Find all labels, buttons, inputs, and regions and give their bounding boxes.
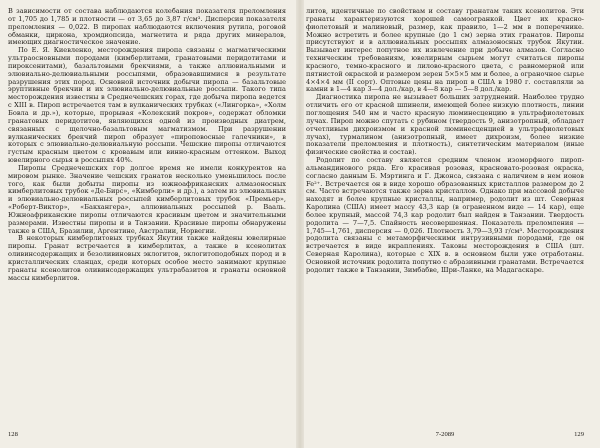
paragraph: Диагностика пиропа не вызывает больших затруднений. Наиболее трудно отличить его от красной шпинели, имеющей более низкую плотность, линии поглощения 540 нм и часто красную люминесценцию в ультрафиолетовых лучах. Пироп можно спутать с рубином (твердость 9, анизотропный, обладает отчетливым дихроизмом и красной люминесценцией в ультрафиолетовых лучах), турмалином (анизотропный, имеет дихроизм, более низкие показатели преломления и плотность), синтетическим материалом (иные физические свойства и состав). (306, 93, 584, 157)
left-page (8, 8, 286, 438)
left-footer (8, 428, 286, 438)
paragraph: В некоторых кимберлитовых трубках Якутии также найдены ювелирные пиропы. Гранат встречается в кимберлитах, а также в ксенолитах оливинсодержащих и безоливиновых эклогитов, эклогитоподобных пород и в кристаллических сланцах, среди которых особое место занимают крупные гранаты ксенолитов оливинсодержащих ультрабазитов и гранаты основной массы кимберлитов. (8, 234, 286, 282)
right-footer (306, 428, 584, 438)
paragraph: В зависимости от состава наблюдаются колебания показателя преломления от 1,705 до 1,785 и плотности — от 3,65 до 3,87 г/см³. Дисперсия показателя преломления — 0,022. В пиропах наблюдаются включения рутила, роговой обманки, циркона, хромдиопсида, магнетита и ряда других минералов, имеющих диагностическое значение. (8, 7, 286, 47)
paragraph: По Е. Я. Киевленко, месторождения пиропа связаны с магматическими ультраосновными породами (кимберлитами, гранатовыми перидотитами и пироксенитами), базальтовыми брекчиями, а также аллювиальными и элювиально-делювиальными россыпями, образовавшимися в результате разрушения этих пород. Основной источник добычи пиропа — базальтовые эруптивные брекчии и их элювиально-делювиальные россыпи. Такого типа месторождения известны в Среднечешских горах, где добыча пиропа ведется с XIII в. Пироп встречается там в вулканических трубках («Лингорка», «Холм Бовла и др.»), которые, прорывая «Колекский покров», содержат обломки гранатовых перидотитов, являющихся одной из производных диатрем, связанных с щелочно-базальтовым магматизмом. При разрушении вулканических брекчий пироп образует «пироповосные галечники», в которых с элювиально-делювиальную россыпи. Чешские пиропы отличаются густым красным цветом с кровавым или винно-красным оттенком. Выход ювелирного сырья в россыпях 40%. (8, 46, 286, 165)
page-number: 128 (8, 431, 18, 438)
page-number: 129 (574, 431, 584, 438)
left-text-column (8, 8, 286, 283)
printer-signature: 7-2089 (435, 431, 455, 438)
right-text-column (306, 8, 584, 275)
paragraph: Пиропы Среднечешских гор долгое время не имели конкурентов на мировом рынке. Значение чешских гранатов несколько уменьшилось после того, как были добыты пиропы из южноафриканских алмазоносных кимберлитовых трубок «Де-Бирс», «Кимберли» и др.), а затем из элювиальных и элювиально-делювиальных россыпей кимберлитовых трубок «Премьер», «Роберт-Виктор», «Бакхангера», аллювиальных россыпей р. Вааль. Южноафриканские пиропы отличаются красивым цветом и значительными размерами. Известны пиропы и в Танзании. Красивые пиропы обнаружены также в США, Бразилии, Аргентине, Австралии, Норвегии. (8, 163, 286, 235)
paragraph: литов, идентичные по свойствам и составу гранатам таких ксенолитов. Эти гранаты характеризуются хорошей самоогранкой. Цвет их красно-фиолетовый и малиновый, размер, как правило, 1—2 мм в поперечнике. Можно встретить и более крупные (до 1 см) зерна этих гранатов. Пиропы присутствуют и в аллювиальных россыпях алмазоносных трубок Якутии. Вызывает интерес попутное их извлечение при добыче алмазов. Согласно техническим требованиям, ювелирным сырьем могут считаться пиропы красного, темно-красного и лилово-красного цвета, с равномерной или пятнистой окраской и размером зерен 5×5×5 мм и более, а ограночное сырье 4×4×4 мм (II сорт). Оптовые цены на пироп в США в 1980 г. составляли за камни в 1—4 кар 3—4 дол./кар, в 4—8 кар — 5—8 дол./кар. (306, 7, 584, 94)
right-page (306, 8, 584, 438)
book-gutter (296, 0, 304, 448)
paragraph: Родолит по составу является средним членом изоморфного пироп-альмандинового ряда. Его красивая розовая, красновато-розовая окраска, согласно данным Б. Мэртинга и Г. Джонса, связана с наличием в нем ионов Fe²⁺. Встречается он в виде хорошо образованных кристаллов размером до 2 см. Часто встречаются также зерна кристаллов. Однако при массовой добыче находят и более крупные кристаллы, например, родолит из шт. Северная Каролина (США) имеет массу 43,3 кар (в ограненном виде — 14 кар), еще более крупный, массой 74,3 кар родолит был найден в Танзании. Твердость родолита — 7—7,5. Спайность несовершенная. Показатель преломления — 1,745—1,761, дисперсия — 0,026. Плотность 3,79—3,93 г/см³. Месторождения родолита связаны с метаморфическими интрузивными породами, где он встречается в виде вкраплениях. Таковы месторождения в США (шт. Северная Каролина), которые с XIX в. в основном были уже отработаны. Основной источник родолита попутно с абразивными гранатами. Встречается родолит также в Танзании, Зимбабве, Шри-Ланке, на Мадагаскаре. (306, 156, 584, 274)
